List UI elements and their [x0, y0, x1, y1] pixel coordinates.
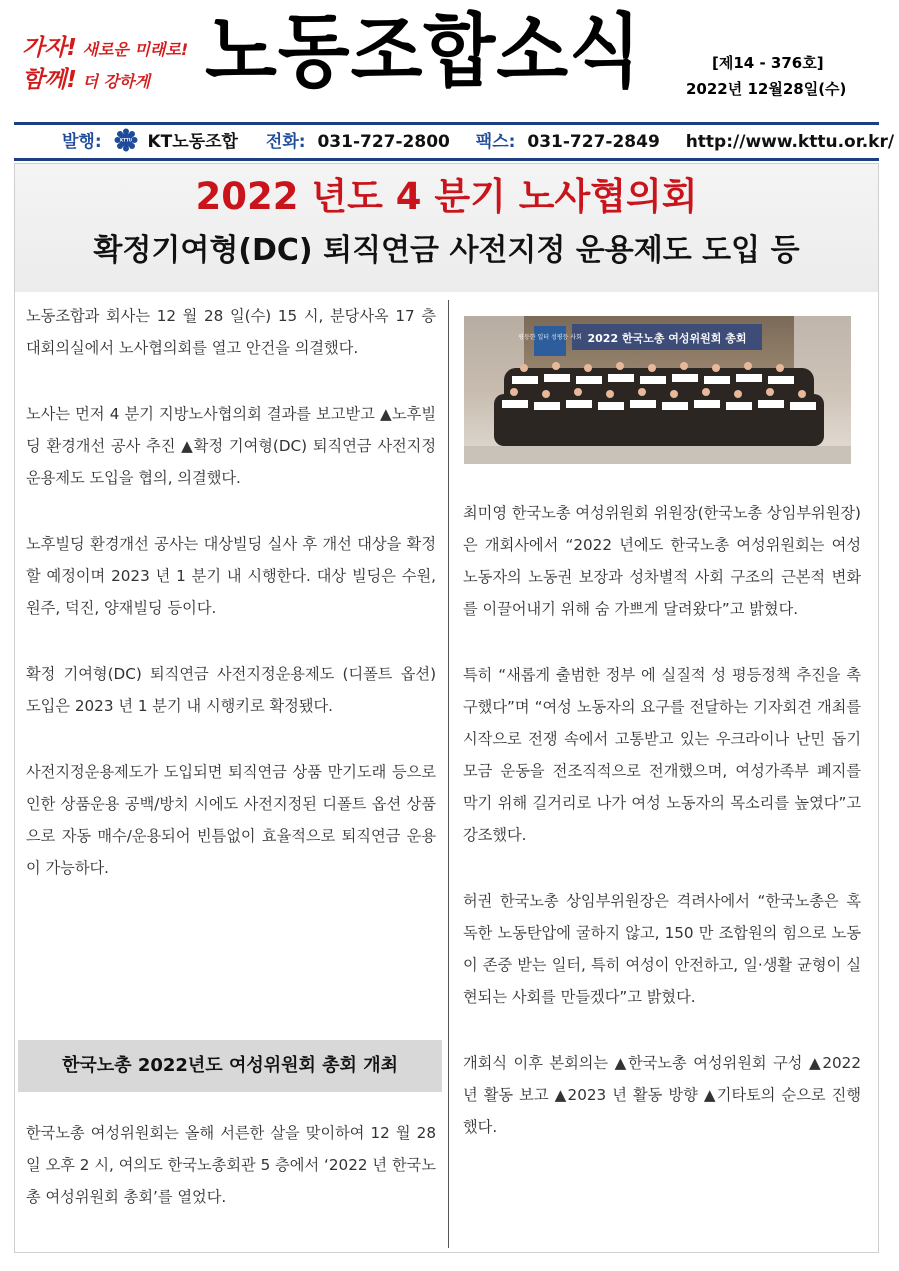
left-paragraph-6: 한국노총 여성위원회는 올해 서른한 살을 맞이하여 12 월 28 일 오후 2 시, 여의도 한국노총회관 5 층에서 ‘2022 년 한국노총 여성위원회 총회’를 열었다.: [26, 1124, 436, 1206]
headline-sub: 확정기여형(DC) 퇴직연금 사전지정 운용제도 도입 등: [93, 233, 800, 268]
left-paragraph-1: 노동조합과 회사는 12 월 28 일(수) 15 시, 분당사옥 17 층 대회의실에서 노사협의회를 열고 안건을 의결했다.: [26, 307, 436, 357]
slogan: [22, 32, 212, 96]
left-paragraph-4: 확정 기여형(DC) 퇴직연금 사전지정운용제도 (디폴트 옵션) 도입은 2023 년 1 분기 내 시행키로 확정됐다.: [26, 665, 436, 715]
group-photo-image: [464, 316, 851, 464]
kttu-logo-icon: [114, 128, 138, 152]
headline-main: 2022 년도 4 분기 노사협의회: [195, 175, 698, 218]
fax-label: 팩스:: [475, 132, 516, 152]
slogan-line-2: [22, 64, 212, 96]
info-bar: [14, 128, 895, 156]
left-paragraph-5: 사전지정운용제도가 도입되면 퇴직연금 상품 만기도래 등으로 인한 상품운용 공백/방치 시에도 사전지정된 디폴트 옵션 상품으로 자동 매수/운용되어 빈틈없이 효율적으로 퇴직연금 운용이 가능하다.: [26, 763, 436, 877]
left-paragraph-3: 노후빌딩 환경개선 공사는 대상빌딩 실사 후 개선 대상을 확정할 예정이며 2023 년 1 분기 내 시행한다. 대상 빌딩은 수원, 원주, 덕진, 양재빌딩 등이다.: [26, 535, 436, 617]
left-column-lower: [26, 1117, 436, 1247]
bottom-rule: [14, 158, 879, 161]
slogan-stronger: 더 강하게: [82, 72, 150, 91]
slogan-go: 가자!: [22, 35, 77, 61]
right-paragraph-1: 최미영 한국노총 여성위원회 위원장(한국노총 상임부위원장)은 개회사에서 “2022 년에도 한국노총 여성위원회는 여성 노동자의 노동권 보장과 성차별적 사회 구조의 근본적 변화를 이끌어내기 위해 숨 가쁘게 달려왔다”고 밝혔다.: [463, 504, 861, 618]
section-subheading: 한국노총 2022년도 여성위원회 총회 개최: [18, 1040, 442, 1092]
fax-number: 031-727-2849: [527, 132, 660, 152]
publisher-name: KT노동조합: [147, 132, 238, 152]
left-paragraph-2: 노사는 먼저 4 분기 지방노사협의회 결과를 보고받고 ▲노후빌딩 환경개선 공사 추진 ▲확정 기여형(DC) 퇴직연금 사전지정 운용제도 도입을 협의, 의결했다.: [26, 405, 436, 487]
right-column: [463, 497, 861, 1177]
svg-text:2022 한국노총 여성위원회 총회: 2022 한국노총 여성위원회 총회: [587, 332, 747, 345]
website-link[interactable]: http://www.kttu.or.kr/: [685, 132, 895, 152]
svg-text:평등한 일터 성평등 사회: 평등한 일터 성평등 사회: [518, 334, 582, 341]
right-paragraph-2: 특히 “새롭게 출범한 정부 에 실질적 성 평등정책 추진을 촉구했다”며 “여성 노동자의 요구를 전달하는 기자회견 개최를 시작으로 전쟁 속에서 고통받고 있는 우크라이나 난민 돕기 모금 운동을 전조직적으로 전개했으며, 여성가족부 폐지를 막기 위해 길거리로 나가 여성 노동자의 목소리를 높였다”고 강조했다.: [463, 666, 861, 844]
phone-label: 전화:: [265, 132, 306, 152]
newsletter-title: 노동조합소식: [205, 5, 642, 98]
right-paragraph-3: 허권 한국노총 상임부위원장은 격려사에서 “한국노총은 혹독한 노동탄압에 굴하지 않고, 150 만 조합원의 힘으로 노동이 존중 받는 일터, 특히 여성이 안전하고, 일·생활 균형이 실현되는 사회를 만들겠다”고 밝혔다.: [463, 892, 861, 1006]
event-photo: [464, 316, 851, 464]
column-divider: [448, 300, 449, 1248]
phone-number: 031-727-2800: [317, 132, 450, 152]
publisher-label: 발행:: [62, 132, 102, 152]
top-rule: [14, 122, 879, 125]
slogan-new-future: 새로운 미래로!: [82, 40, 189, 59]
right-paragraph-4: 개회식 이후 본회의는 ▲한국노총 여성위원회 구성 ▲2022 년 활동 보고 ▲2023 년 활동 방향 ▲기타토의 순으로 진행했다.: [463, 1054, 861, 1136]
slogan-line-1: [22, 32, 212, 64]
left-column: [26, 300, 436, 918]
issue-date: 2022년 12월28일(수): [686, 80, 847, 98]
issue-number: [제14 - 376호]: [712, 54, 824, 72]
slogan-together: 함께!: [22, 67, 77, 93]
svg-text:KTTU: KTTU: [119, 137, 132, 143]
